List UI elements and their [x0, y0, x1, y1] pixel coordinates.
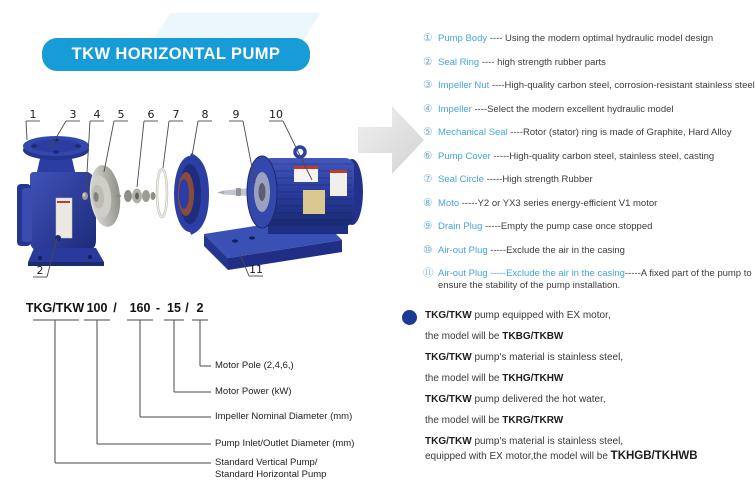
model-label-standard-vert: Standard Vertical Pump/ [215, 457, 318, 468]
impeller-nut-art [82, 192, 88, 200]
part-description: -----A fixed part of the pump to ensure the stability of the pump installation. [438, 268, 752, 291]
model-token-series: TKG/TKW [25, 301, 85, 315]
motor-art [247, 147, 363, 234]
statement-text: the model will be [425, 415, 503, 426]
part-number-badge: ⑤ [423, 126, 433, 138]
part-number-1: 1 [29, 108, 37, 121]
part-description: -----High-quality carbon steel, stainless steel, casting [490, 150, 715, 162]
part-number-badge: ⑩ [423, 243, 433, 256]
page-title: TKW HORIZONTAL PUMP [71, 45, 281, 63]
part-description: ---- high strength rubber parts [479, 56, 606, 68]
part-item-7 [423, 174, 756, 186]
part-description: ---- Using the modern optimal hydraulic model design [487, 33, 714, 44]
part-number-8: 8 [201, 108, 209, 121]
model-token-power: 15 [167, 301, 181, 315]
model-code-text: TKG/TKW [425, 394, 475, 405]
statement-text: pump's material is stainless steel, [474, 436, 624, 447]
model-token-dash: - [155, 301, 161, 315]
part-name: Moto [438, 197, 460, 209]
part-description: ----High-quality carbon steel, corrosion-resistant stainless steel [489, 80, 755, 91]
model-token-impeller: 160 [129, 301, 151, 315]
flow-arrow-icon [358, 106, 424, 174]
part-description: ----Select the modern excellent hydraulic model [471, 103, 674, 115]
part-description: -----High strength Rubber [483, 174, 593, 185]
part-number-badge: ④ [423, 102, 433, 115]
part-number-6: 6 [147, 108, 155, 121]
exploded-diagram [0, 95, 430, 300]
model-label-motor-power: Motor Power (kW) [215, 386, 292, 397]
model-label-motor-pole: Motor Pole (2,4,6,) [215, 360, 294, 371]
bullet-icon [402, 310, 417, 325]
pump-cover-art [174, 156, 206, 232]
model-code-lines [25, 296, 228, 481]
statement-line-6 [425, 415, 755, 427]
mechanical-seal-art [116, 189, 156, 204]
part-number-badge: ③ [423, 79, 433, 91]
model-label-inlet-outlet: Pump Inlet/Outlet Diameter (mm) [215, 438, 355, 449]
statement-text: pump delivered the hot water, [474, 394, 606, 405]
part-number-11: 11 [249, 263, 263, 276]
part-name: Impeller [438, 103, 472, 115]
part-number-badge: ⑪ [423, 267, 434, 279]
part-number-10: 10 [269, 108, 283, 121]
model-code-text: TKHG/TKHW [502, 373, 564, 384]
part-number-badge: ⑨ [423, 220, 433, 232]
part-name: Air-out Plug [438, 244, 488, 256]
model-statements [425, 310, 755, 472]
part-number-7: 7 [172, 108, 180, 121]
statement-line-2 [425, 331, 755, 343]
part-item-1 [423, 33, 756, 45]
part-item-8 [423, 198, 756, 210]
statement-text: pump equipped with EX motor, [474, 310, 611, 321]
part-item-2 [423, 57, 756, 69]
part-item-6 [423, 151, 756, 163]
statement-line-3 [425, 352, 755, 364]
model-code-text: TKG/TKW [425, 310, 475, 321]
part-name: Drain Plug [438, 221, 483, 232]
part-item-11 [423, 268, 756, 291]
statement-line-5 [425, 394, 755, 406]
model-code-text: TKRG/TKRW [502, 415, 564, 426]
part-number-2: 2 [36, 264, 44, 277]
part-name: Seal Ring [438, 56, 480, 68]
statement-text: equipped with EX motor, [425, 451, 534, 462]
statement-text: the model will be [533, 451, 611, 462]
part-item-4 [423, 104, 756, 116]
model-code-text: TKG/TKW [425, 436, 475, 447]
part-number-badge: ⑦ [423, 173, 433, 185]
model-token-inlet: 100 [86, 301, 108, 315]
part-name: Pump Body [438, 33, 488, 44]
part-name: Mechanical Seal [438, 127, 508, 138]
part-item-9 [423, 221, 756, 233]
model-code-text: TKG/TKW [425, 352, 475, 363]
model-code-text: TKHGB/TKHWB [610, 450, 698, 462]
statement-line-4 [425, 373, 755, 385]
part-number-badge: ② [423, 55, 433, 68]
part-number-badge: ⑥ [423, 149, 433, 162]
statement-line-8 [425, 450, 755, 463]
part-name: Pump Cover [438, 150, 491, 162]
statement-text: the model will be [425, 331, 503, 342]
part-name: Air-out Plug -----Exclude the air in the casing [438, 268, 625, 279]
seal-ring-art [157, 169, 167, 217]
part-number-badge: ⑧ [423, 196, 433, 209]
banner-decoration [154, 13, 321, 40]
part-description: ----Rotor (stator) ring is made of Graphite, Hard Alloy [507, 127, 732, 138]
part-name: Seal Circle [438, 174, 484, 185]
part-number-5: 5 [117, 108, 125, 121]
part-number-badge: ① [423, 32, 433, 44]
part-item-5 [423, 127, 756, 139]
statement-line-1 [425, 310, 755, 322]
part-description: -----Exclude the air in the casing [487, 244, 625, 256]
statement-line-7 [425, 436, 755, 448]
part-item-10 [423, 245, 756, 257]
parts-list [423, 33, 756, 303]
model-label-impeller-dia: Impeller Nominal Diameter (mm) [215, 411, 353, 422]
part-description: -----Empty the pump case once stopped [482, 221, 653, 232]
statement-text: the model will be [425, 373, 503, 384]
model-code-text: TKBG/TKBW [502, 331, 564, 342]
part-name: Impeller Nut [438, 80, 490, 91]
model-token-slash1: / [113, 301, 117, 315]
model-label-standard-horiz: Standard Horizontal Pump [215, 469, 327, 480]
title-banner [42, 38, 310, 71]
model-token-pole: 2 [196, 301, 204, 315]
statement-text: pump's material is stainless steel, [474, 352, 624, 363]
part-number-3: 3 [69, 108, 77, 121]
part-number-9: 9 [232, 108, 240, 121]
model-token-slash2: / [185, 301, 189, 315]
part-item-3 [423, 80, 756, 92]
part-description: -----Y2 or YX3 series energy-efficient V1 motor [459, 197, 658, 209]
part-number-4: 4 [93, 108, 101, 121]
